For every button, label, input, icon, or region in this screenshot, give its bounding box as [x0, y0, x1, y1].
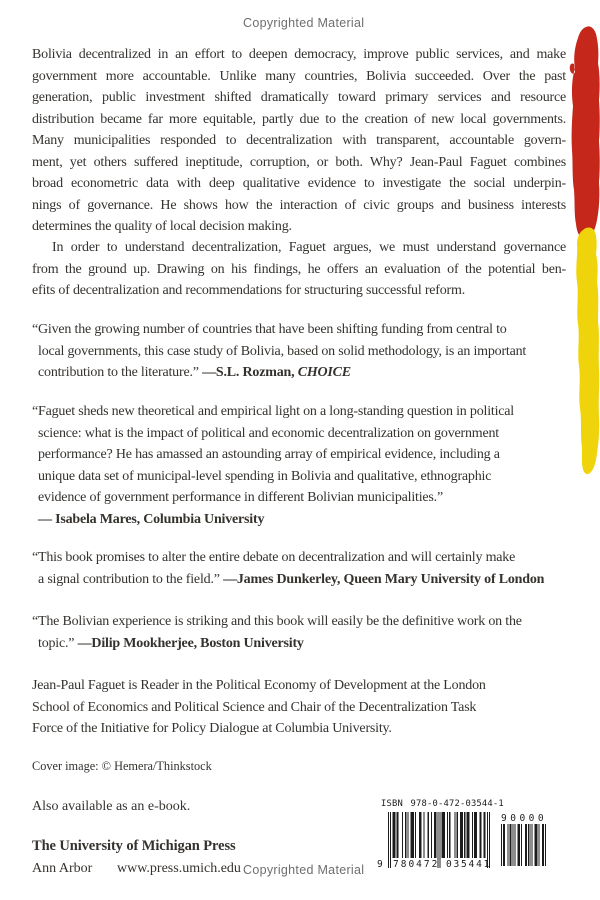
publisher-website: www.press.umich.edu [117, 861, 241, 876]
barcode-digits-group2: 035441 [446, 859, 492, 870]
author-bio: Jean-Paul Faguet is Reader in the Political Economy of Development at the London School of Economics and Political Science and Chair of the Decentralization Task Force of the Initiative for Policy Dialogue at Columbia University. [32, 678, 486, 736]
cover-art-paint-strip [567, 0, 600, 490]
cover-image-credit: Cover image: © Hemera/Thinkstock [32, 759, 212, 773]
review-quote-dunkerley: “This book promises to alter the entire debate on decentralization and will certainly make a signal contribution to the field.” —James Dunkerley, Queen Mary University of London [32, 550, 545, 587]
supplement-digits: 90000 [501, 813, 548, 824]
review-quote-mares: “Faguet sheds new theoretical and empirical light on a long-standing question in political science: what is the impact of political and economic decentralization on government performance? He has amassed an astounding array of empirical evidence, including a unique data set of municipal-level spending in Bolivia and qualitative, ethnographic evidence of government performance in different Bolivian municipalities.” — Isabela Mares, Columbia University [32, 404, 514, 527]
paint-red-blob [570, 26, 600, 239]
ean5-supplement-barcode [500, 824, 546, 866]
copyright-banner-top: Copyrighted Material [243, 16, 365, 30]
barcode-digit-left: 9 [377, 859, 383, 870]
isbn-label: ISBN 978-0-472-03544-1 [381, 799, 504, 809]
copyright-banner-bottom: Copyrighted Material [243, 863, 365, 877]
barcode-digits-group1: 780472 [393, 859, 440, 870]
paint-yellow-drip [576, 228, 599, 475]
publisher-name: The University of Michigan Press [32, 838, 236, 854]
review-quote-rozman: “Given the growing number of countries that have been shifting funding from central to local governments, this case study of Bolivia, based on solid methodology, is an important contribution to the literature.” —S.L. Rozman, CHOICE [32, 322, 527, 380]
review-quote-mookherjee: “The Bolivian experience is striking and this book will easily be the definitive work on the topic.” —Dilip Mookherjee, Boston University [32, 614, 522, 651]
back-cover-blurb-para-2: In order to understand decentralization, Faguet argues, we must understand governance from the ground up. Drawing on his findings, he offers an evaluation of the potential ben- efits of decentralization and recommendations for structuring successful reform. [32, 240, 566, 298]
publisher-city: Ann Arbor [32, 861, 93, 876]
ebook-availability-note: Also available as an e-book. [32, 799, 191, 814]
back-cover-blurb-para-1: Bolivia decentralized in an effort to deepen democracy, improve public services, and make government more accountable. Unlike many countries, Bolivia succeeded. Over the past generation, public investment shifted dramatically toward primary services and resource distribution became far more equitable, partly due to the creation of new local governments. Many municipalities responded to decentralization with transparent, accountable govern- ment, yet others suffered ineptitude, corruption, or both. Why? Jean-Paul Faguet combines broad econometric data with deep qualitative evidence to investigate the social underpin- nings of governance. He shows how the interaction of civic groups and business interests determines the quality of local decision making. [32, 47, 566, 234]
